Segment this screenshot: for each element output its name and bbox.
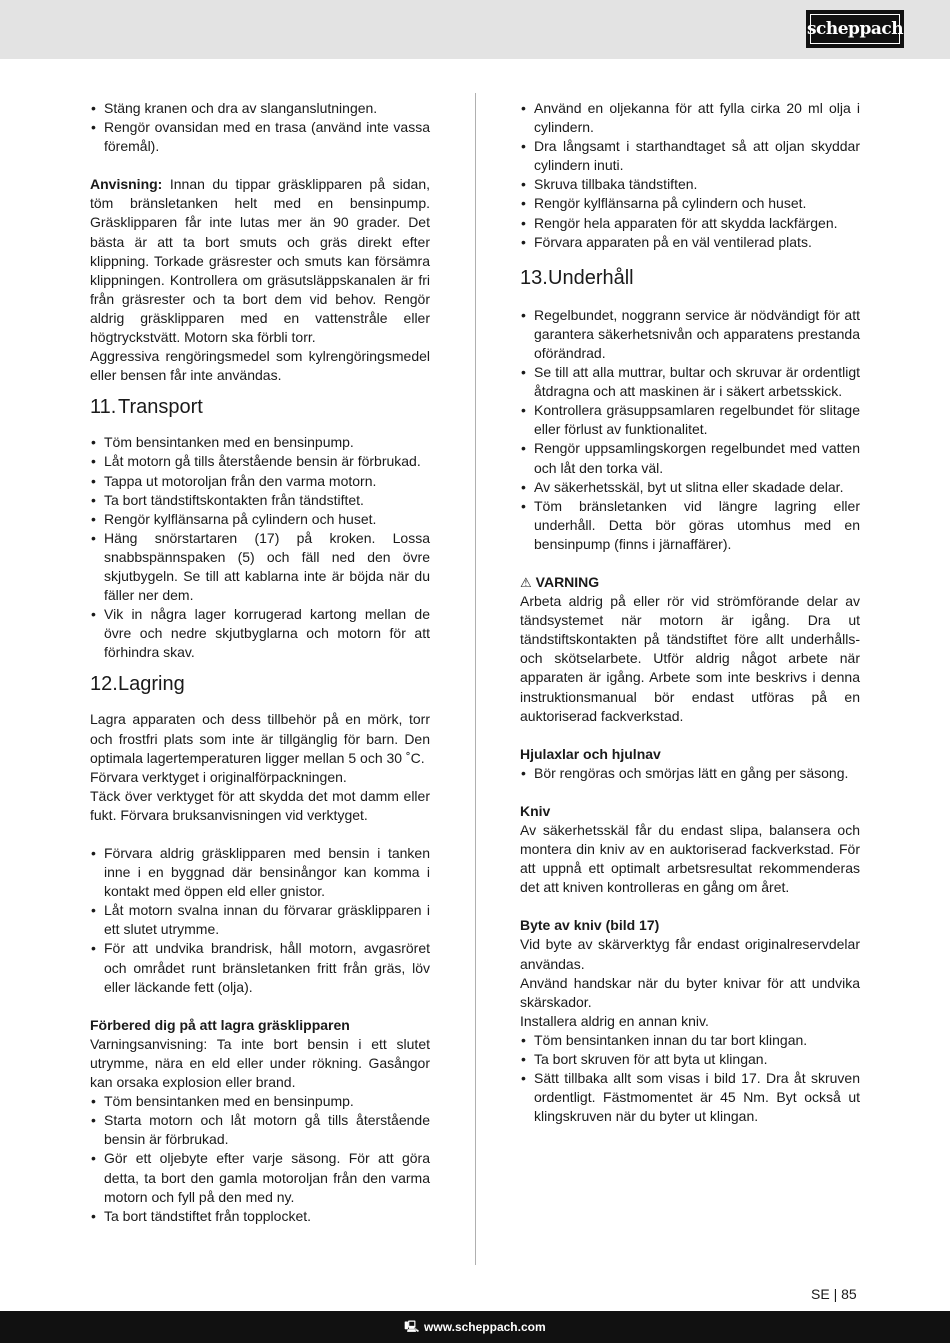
list-item: • Kontrollera gräsuppsamlaren regelbundet för slitage eller förlust av funktionalitet. — [520, 401, 860, 439]
logo-text: scheppach — [810, 14, 900, 44]
section-heading-maintenance: 13. Underhåll — [520, 266, 634, 289]
prep-heading: Förbered dig på att lagra gräsklipparen — [90, 1016, 350, 1033]
list-item: • Skruva tillbaka tändstiften. — [520, 175, 860, 194]
list-item: • Ta bort tändstiftskontakten från tändstiftet. — [90, 491, 430, 510]
list-item: • Töm bränsletanken vid längre lagring eller underhåll. Detta bör göras utomhus med en bensinpump (finns i järnaffärer). — [520, 497, 860, 554]
footer-bar — [0, 1311, 950, 1343]
list-item: • Förvara apparaten på en väl ventilerad plats. — [520, 233, 860, 252]
storage-paragraph: Förvara verktyget i originalförpackningen. — [90, 768, 347, 785]
replace-knife-heading: Byte av kniv (bild 17) — [520, 917, 660, 934]
replace-list — [520, 1031, 860, 1126]
replace-paragraph: Installera aldrig en annan kniv. — [520, 1012, 709, 1029]
list-item: • Rengör kylflänsarna på cylindern och huset. — [520, 194, 860, 213]
list-item: • Töm bensintanken med en bensinpump. — [90, 433, 430, 452]
prep-list — [90, 1092, 430, 1226]
list-item: • För att undvika brandrisk, håll motorn, avgasröret och området runt bränsletanken fritt från gräs, löv eller läckande fett (olja). — [90, 939, 430, 996]
axle-list — [520, 764, 860, 783]
axle-heading: Hjulaxlar och hjulnav — [520, 745, 661, 762]
right-column — [520, 99, 860, 1126]
list-item: • Låt motorn gå tills återstående bensin är förbrukad. — [90, 452, 430, 471]
note-label: Anvisning: — [90, 176, 163, 193]
storage-continued-list — [520, 99, 860, 252]
prep-warning-text: Varningsanvisning: Ta inte bort bensin i ett slutet utrymme, nära en eld eller under rökning. Gasångor kan orsaka explosion eller brand. — [90, 1035, 430, 1091]
note-paragraph-2: Aggressiva rengöringsmedel som kylrengöringsmedel eller bensen får inte användas. — [90, 348, 430, 384]
note-text: Innan du tippar gräsklipparen på sidan, töm bränsletanken helt med en bensinpump. Gräsklipparen får inte lutas mer än 90 grader. Det bästa är att ta bort smuts och gräs direkt efter klippning. Torkade gräsrester och smuts kan försämra klippningen. Kontrollera om gräsutsläppskanalen är fri från gräsrester och ta bort dem vid behov. Rengör aldrig gräsklipparen med en vattenstråle eller högtryckstvätt. Motorn ska förbli torr. — [90, 176, 430, 346]
list-item: • Rengör kylflänsarna på cylindern och huset. — [90, 510, 430, 529]
list-item: • Rengör ovansidan med en trasa (använd inte vassa föremål). — [90, 118, 430, 156]
list-item: • Sätt tillbaka allt som visas i bild 17. Dra åt skruven ordentligt. Fästmomentet är 45 Nm. Byt också ut klingskruven när du byter ut klingan. — [520, 1069, 860, 1126]
monitor-icon: 🖳 — [404, 1320, 420, 1333]
maintenance-list — [520, 306, 860, 554]
list-item: • Vik in några lager korrugerad kartong mellan de övre och nedre skjutbyglarna och motorn för att förhindra skav. — [90, 605, 430, 662]
section-heading-transport: 11. Transport — [90, 396, 203, 419]
list-item: • Starta motorn och låt motorn gå tills återstående bensin är förbrukad. — [90, 1111, 430, 1149]
knife-heading: Kniv — [520, 802, 551, 819]
list-item: • Ta bort skruven för att byta ut klingan. — [520, 1050, 860, 1069]
storage-paragraph: Täck över verktyget för att skydda det mot damm eller fukt. Förvara bruksanvisningen vid verktyget. — [90, 787, 430, 823]
list-item: • Häng snörstartaren (17) på kroken. Lossa snabbspännspaken (5) och fäll ned den övre skjutbygeln. Se till att kablarna inte är böjda när du fäller ner dem. — [90, 529, 430, 605]
replace-paragraph: Använd handskar när du byter knivar för att undvika skärskador. — [520, 974, 860, 1010]
list-item: • Bör rengöras och smörjas lätt en gång per säsong. — [520, 764, 860, 783]
list-item: • Rengör uppsamlingskorgen regelbundet med vatten och låt den torka väl. — [520, 439, 860, 477]
list-item: • Låt motorn svalna innan du förvarar gräsklipparen i ett slutet utrymme. — [90, 901, 430, 939]
transport-list — [90, 433, 430, 662]
warning-triangle-icon: ⚠ — [520, 574, 532, 590]
list-item: • Töm bensintanken innan du tar bort klingan. — [520, 1031, 860, 1050]
column-divider — [475, 93, 476, 1265]
scheppach-logo — [806, 10, 904, 48]
website-link[interactable]: www.scheppach.com — [424, 1320, 546, 1334]
list-item: • Förvara aldrig gräsklipparen med bensin i tanken inne i en byggnad där bensinångor kan komma i kontakt med öppen eld eller gnistor. — [90, 844, 430, 901]
warning-text: Arbeta aldrig på eller rör vid strömförande delar av tändsystemet när motorn är igång. Dra ut tändstiftskontakten på tändstiftet före allt underhålls- och skötselarbete. Utför aldrig något arbete när apparaten är igång. Arbete som inte beskrivs i denna instruktionsmanual bör endast utföras på en auktoriserad fackverkstad. — [520, 593, 860, 724]
list-item: • Regelbundet, noggrann service är nödvändigt för att garantera säkerhetsnivån och apparatens prestanda oförändrad. — [520, 306, 860, 363]
list-item: • Ta bort tändstiftet från topplocket. — [90, 1207, 430, 1226]
knife-text: Av säkerhetsskäl får du endast slipa, balansera och montera din kniv av en auktoriserad fackverkstad. För att uppnå ett optimalt arbetsresultat rekommenderas det att kniven kontrolleras en gång om året. — [520, 822, 860, 896]
list-item: • Stäng kranen och dra av slanganslutningen. — [90, 99, 430, 118]
warning-heading: ⚠ VARNING — [520, 573, 860, 592]
list-item: • Rengör hela apparaten för att skydda lackfärgen. — [520, 214, 860, 233]
list-item: • Tappa ut motoroljan från den varma motorn. — [90, 472, 430, 491]
list-item: • Använd en oljekanna för att fylla cirka 20 ml olja i cylindern. — [520, 99, 860, 137]
page-number: SE | 85 — [811, 1286, 857, 1302]
list-item: • Gör ett oljebyte efter varje säsong. För att göra detta, ta bort den gamla motoroljan från den varma motorn och fyll på den med ny. — [90, 1149, 430, 1206]
section-heading-storage: 12. Lagring — [90, 673, 185, 696]
cleaning-list — [90, 99, 430, 156]
header-bar — [0, 0, 950, 59]
storage-list — [90, 844, 430, 997]
list-item: • Av säkerhetsskäl, byt ut slitna eller skadade delar. — [520, 478, 860, 497]
list-item: • Dra långsamt i starthandtaget så att oljan skyddar cylindern inuti. — [520, 137, 860, 175]
note-paragraph — [90, 175, 430, 347]
replace-paragraph: Vid byte av skärverktyg får endast originalreservdelar användas. — [520, 936, 860, 972]
list-item: • Se till att alla muttrar, bultar och skruvar är ordentligt åtdragna och att maskinen är i säkert arbetsskick. — [520, 363, 860, 401]
storage-paragraph: Lagra apparaten och dess tillbehör på en mörk, torr och frostfri plats som inte är tillgänglig för barn. Den optimala lagertemperaturen ligger mellan 5 och 30 ˚C. — [90, 711, 430, 766]
left-column — [90, 99, 430, 1226]
list-item: • Töm bensintanken med en bensinpump. — [90, 1092, 430, 1111]
